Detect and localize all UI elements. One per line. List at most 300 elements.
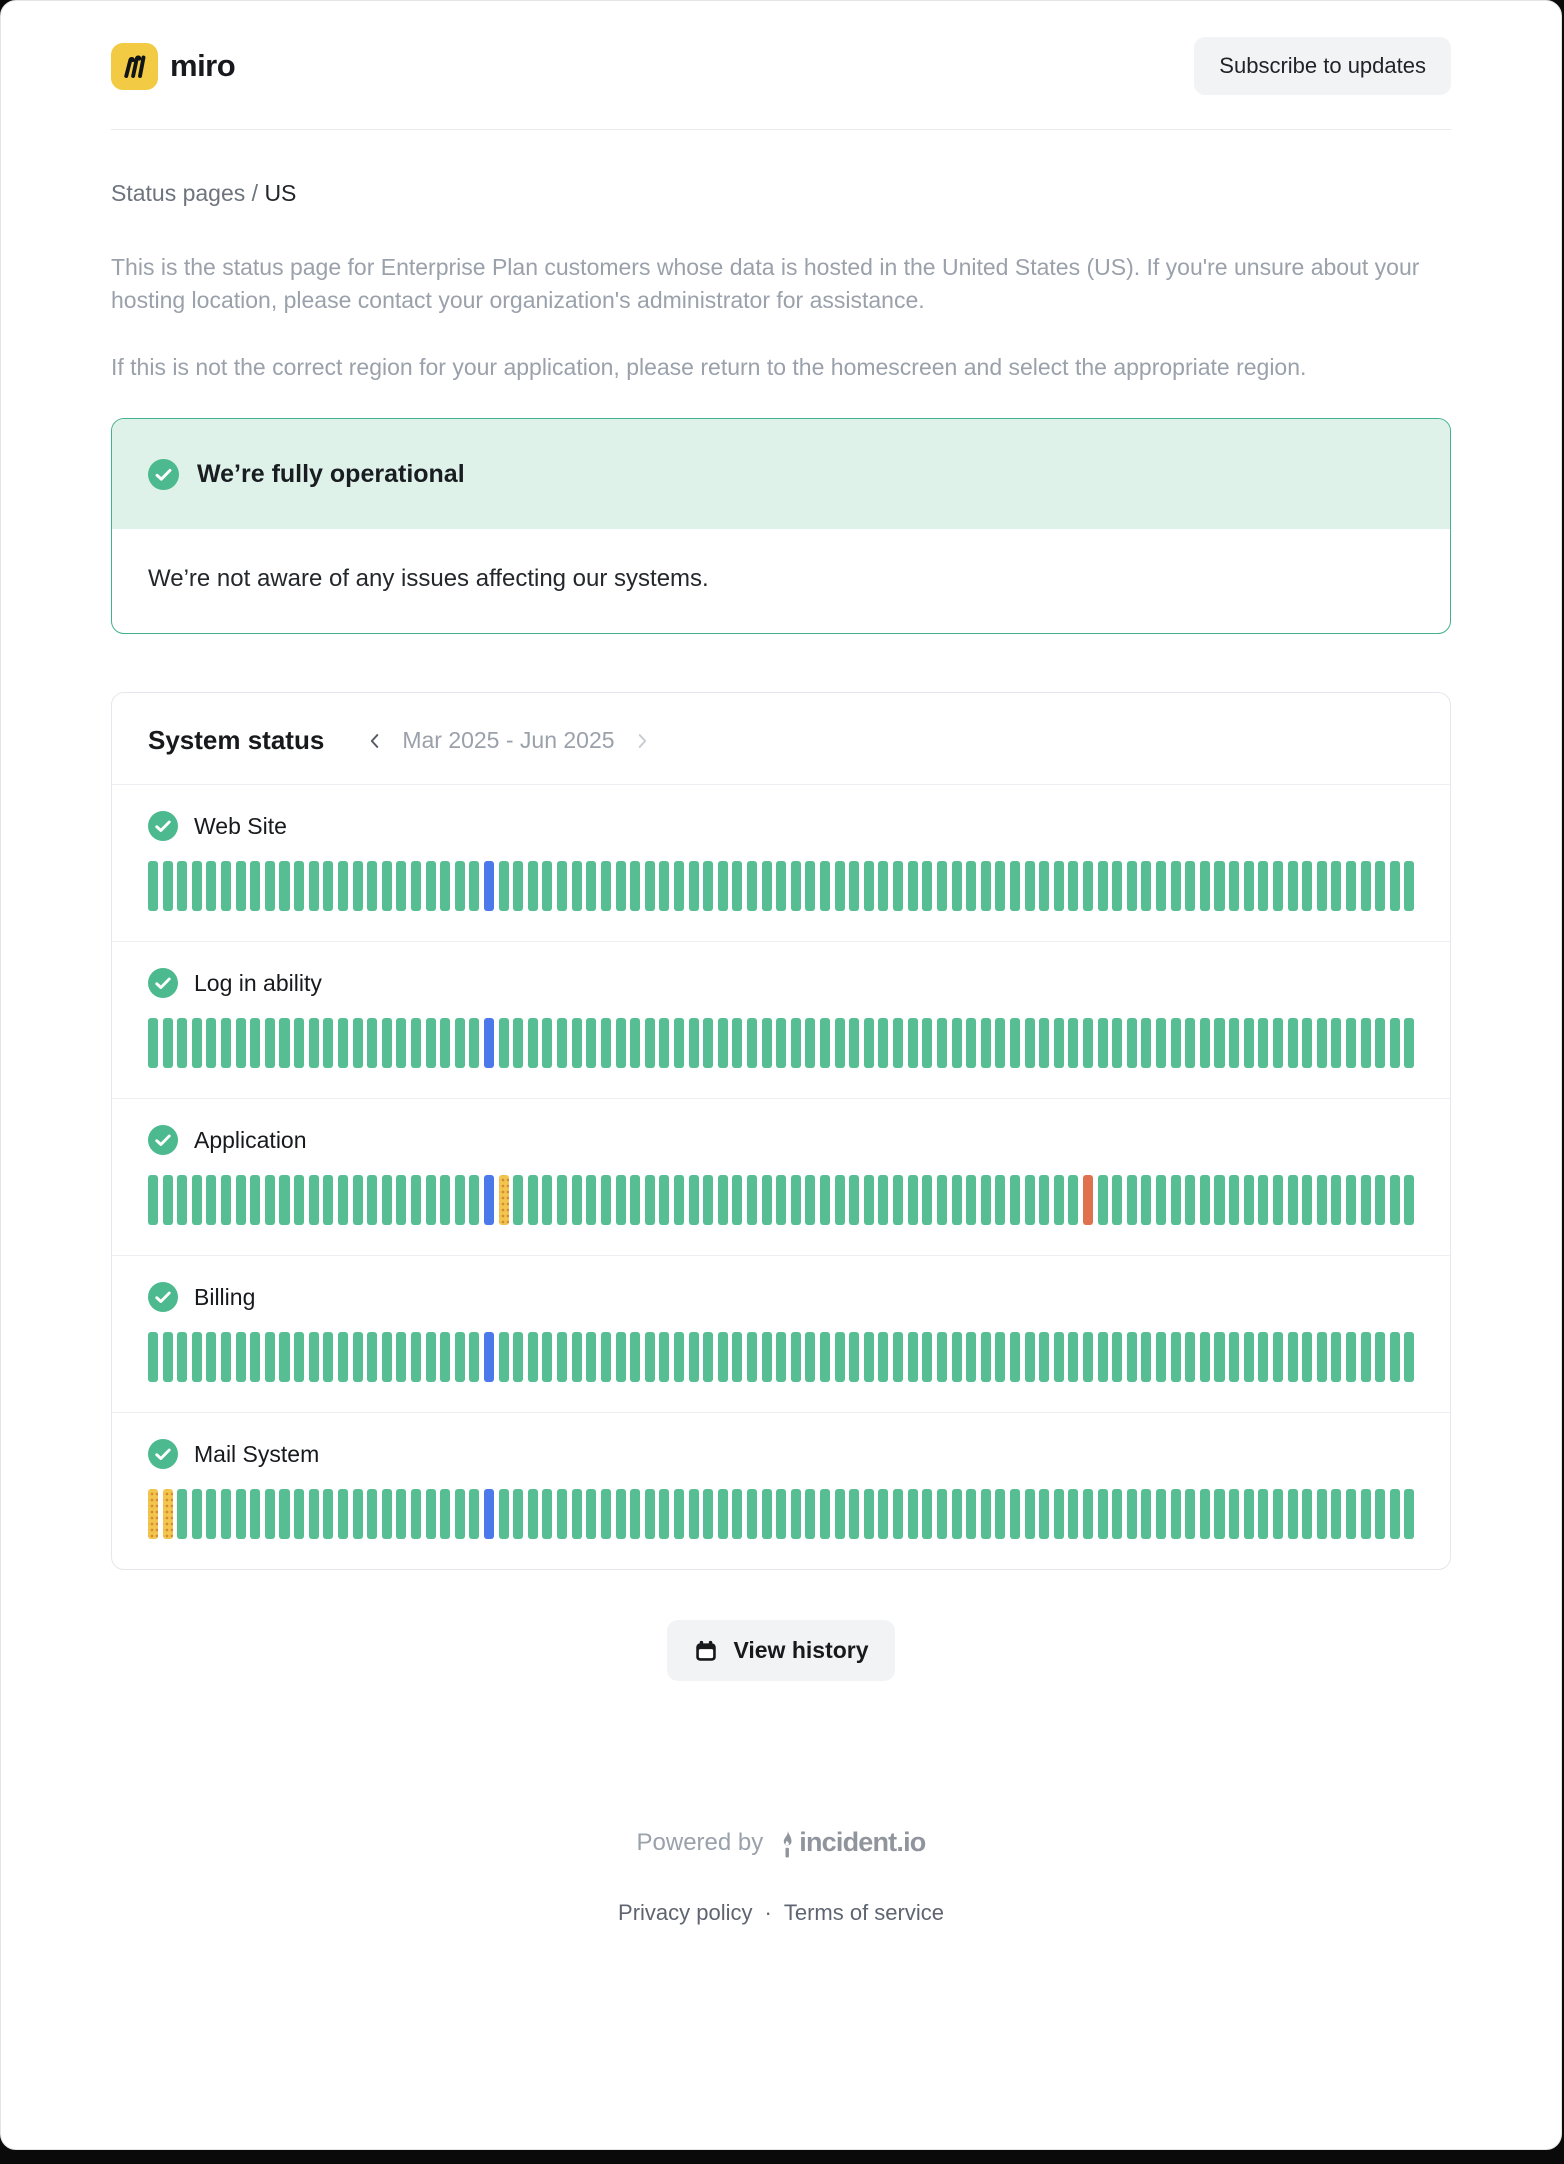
breadcrumb-section-link[interactable]: Status pages bbox=[111, 180, 246, 206]
status-bar-operational[interactable] bbox=[265, 1489, 275, 1539]
status-bar-operational[interactable] bbox=[1258, 861, 1268, 911]
status-bar-operational[interactable] bbox=[1185, 861, 1195, 911]
status-bar-operational[interactable] bbox=[323, 1175, 333, 1225]
status-bar-operational[interactable] bbox=[265, 1332, 275, 1382]
status-bar-operational[interactable] bbox=[586, 1018, 596, 1068]
status-bar-operational[interactable] bbox=[1068, 1175, 1078, 1225]
status-bar-operational[interactable] bbox=[323, 1489, 333, 1539]
status-bar-operational[interactable] bbox=[1288, 1175, 1298, 1225]
status-bar-operational[interactable] bbox=[1083, 1018, 1093, 1068]
status-bar-operational[interactable] bbox=[440, 861, 450, 911]
status-bar-operational[interactable] bbox=[1346, 861, 1356, 911]
status-bar-operational[interactable] bbox=[849, 1332, 859, 1382]
status-bar-operational[interactable] bbox=[732, 1489, 742, 1539]
status-bar-operational[interactable] bbox=[440, 1175, 450, 1225]
status-bar-operational[interactable] bbox=[1127, 861, 1137, 911]
status-bar-operational[interactable] bbox=[294, 1332, 304, 1382]
status-bar-operational[interactable] bbox=[206, 1018, 216, 1068]
status-bar-operational[interactable] bbox=[1273, 1175, 1283, 1225]
status-bar-operational[interactable] bbox=[630, 1489, 640, 1539]
status-bar-operational[interactable] bbox=[440, 1332, 450, 1382]
status-bar-operational[interactable] bbox=[1127, 1018, 1137, 1068]
status-bar-operational[interactable] bbox=[805, 861, 815, 911]
status-bar-maintenance[interactable] bbox=[484, 1018, 494, 1068]
status-bar-operational[interactable] bbox=[426, 861, 436, 911]
status-bar-operational[interactable] bbox=[236, 1489, 246, 1539]
status-bar-operational[interactable] bbox=[835, 1018, 845, 1068]
status-bar-operational[interactable] bbox=[294, 1489, 304, 1539]
status-bar-operational[interactable] bbox=[163, 1175, 173, 1225]
status-bar-operational[interactable] bbox=[601, 1332, 611, 1382]
status-bar-operational[interactable] bbox=[893, 1175, 903, 1225]
next-period-button[interactable] bbox=[627, 726, 657, 756]
status-bar-operational[interactable] bbox=[353, 1018, 363, 1068]
status-bar-operational[interactable] bbox=[177, 1489, 187, 1539]
status-bar-operational[interactable] bbox=[1214, 1018, 1224, 1068]
status-bar-operational[interactable] bbox=[981, 1332, 991, 1382]
status-bar-operational[interactable] bbox=[572, 861, 582, 911]
status-bar-operational[interactable] bbox=[1156, 1175, 1166, 1225]
status-bar-operational[interactable] bbox=[1185, 1018, 1195, 1068]
status-bar-operational[interactable] bbox=[1229, 1332, 1239, 1382]
status-bar-operational[interactable] bbox=[1025, 1332, 1035, 1382]
status-bar-operational[interactable] bbox=[995, 1332, 1005, 1382]
status-bar-operational[interactable] bbox=[1317, 1175, 1327, 1225]
status-bar-operational[interactable] bbox=[1171, 1175, 1181, 1225]
status-bar-operational[interactable] bbox=[893, 1489, 903, 1539]
status-bar-operational[interactable] bbox=[469, 861, 479, 911]
status-bar-operational[interactable] bbox=[659, 1018, 669, 1068]
status-bar-operational[interactable] bbox=[1317, 861, 1327, 911]
status-bar-operational[interactable] bbox=[1141, 861, 1151, 911]
status-bar-operational[interactable] bbox=[1331, 1175, 1341, 1225]
status-bar-operational[interactable] bbox=[1112, 1489, 1122, 1539]
status-bar-operational[interactable] bbox=[659, 1332, 669, 1382]
status-bar-operational[interactable] bbox=[426, 1018, 436, 1068]
status-bar-operational[interactable] bbox=[1302, 1489, 1312, 1539]
status-bar-operational[interactable] bbox=[922, 1175, 932, 1225]
status-bar-operational[interactable] bbox=[557, 861, 567, 911]
status-bar-operational[interactable] bbox=[1390, 1175, 1400, 1225]
status-bar-operational[interactable] bbox=[864, 1332, 874, 1382]
status-bar-operational[interactable] bbox=[1331, 861, 1341, 911]
status-bar-operational[interactable] bbox=[1375, 1332, 1385, 1382]
status-bar-operational[interactable] bbox=[192, 1332, 202, 1382]
status-bar-operational[interactable] bbox=[499, 1018, 509, 1068]
status-bar-operational[interactable] bbox=[1068, 1018, 1078, 1068]
status-bar-operational[interactable] bbox=[1171, 861, 1181, 911]
status-bar-operational[interactable] bbox=[499, 1332, 509, 1382]
status-bar-operational[interactable] bbox=[630, 1175, 640, 1225]
status-bar-operational[interactable] bbox=[835, 861, 845, 911]
status-bar-operational[interactable] bbox=[411, 1489, 421, 1539]
status-bar-operational[interactable] bbox=[1244, 1018, 1254, 1068]
status-bar-operational[interactable] bbox=[338, 1018, 348, 1068]
status-bar-operational[interactable] bbox=[382, 1489, 392, 1539]
status-bar-operational[interactable] bbox=[1171, 1489, 1181, 1539]
status-bar-operational[interactable] bbox=[1083, 1332, 1093, 1382]
status-bar-operational[interactable] bbox=[878, 1175, 888, 1225]
status-bar-operational[interactable] bbox=[206, 1175, 216, 1225]
status-bar-operational[interactable] bbox=[1054, 1489, 1064, 1539]
status-bar-operational[interactable] bbox=[177, 861, 187, 911]
status-bar-operational[interactable] bbox=[1331, 1489, 1341, 1539]
status-bar-operational[interactable] bbox=[469, 1489, 479, 1539]
status-bar-operational[interactable] bbox=[718, 1018, 728, 1068]
status-bar-operational[interactable] bbox=[922, 1489, 932, 1539]
status-bar-operational[interactable] bbox=[937, 1489, 947, 1539]
status-bar-operational[interactable] bbox=[1361, 1489, 1371, 1539]
status-bar-operational[interactable] bbox=[469, 1018, 479, 1068]
status-bar-operational[interactable] bbox=[908, 1018, 918, 1068]
status-bar-operational[interactable] bbox=[674, 1175, 684, 1225]
status-bar-operational[interactable] bbox=[762, 1175, 772, 1225]
status-bar-operational[interactable] bbox=[1039, 1175, 1049, 1225]
status-bar-operational[interactable] bbox=[791, 1175, 801, 1225]
status-bar-operational[interactable] bbox=[835, 1332, 845, 1382]
status-bar-operational[interactable] bbox=[1361, 861, 1371, 911]
status-bar-operational[interactable] bbox=[1404, 861, 1414, 911]
status-bar-operational[interactable] bbox=[455, 1175, 465, 1225]
incident-io-logo[interactable] bbox=[777, 1827, 925, 1858]
status-bar-operational[interactable] bbox=[1127, 1175, 1137, 1225]
status-bar-operational[interactable] bbox=[426, 1489, 436, 1539]
status-bar-operational[interactable] bbox=[791, 1018, 801, 1068]
status-bar-operational[interactable] bbox=[1229, 1018, 1239, 1068]
status-bar-operational[interactable] bbox=[1039, 1489, 1049, 1539]
status-bar-operational[interactable] bbox=[1317, 1489, 1327, 1539]
status-bar-operational[interactable] bbox=[732, 1018, 742, 1068]
status-bar-operational[interactable] bbox=[791, 861, 801, 911]
status-bar-operational[interactable] bbox=[1112, 1018, 1122, 1068]
status-bar-operational[interactable] bbox=[1244, 1332, 1254, 1382]
status-bar-operational[interactable] bbox=[674, 861, 684, 911]
status-bar-operational[interactable] bbox=[689, 1489, 699, 1539]
status-bar-operational[interactable] bbox=[630, 1332, 640, 1382]
view-history-button[interactable] bbox=[667, 1620, 894, 1681]
status-bar-operational[interactable] bbox=[279, 1175, 289, 1225]
status-bar-operational[interactable] bbox=[1127, 1332, 1137, 1382]
status-bar-operational[interactable] bbox=[294, 1175, 304, 1225]
status-bar-operational[interactable] bbox=[1200, 861, 1210, 911]
status-bar-operational[interactable] bbox=[995, 1489, 1005, 1539]
status-bar-operational[interactable] bbox=[1200, 1332, 1210, 1382]
status-bar-operational[interactable] bbox=[805, 1489, 815, 1539]
status-bar-operational[interactable] bbox=[250, 861, 260, 911]
status-bar-operational[interactable] bbox=[513, 1332, 523, 1382]
status-bar-operational[interactable] bbox=[820, 1175, 830, 1225]
status-bar-operational[interactable] bbox=[367, 1489, 377, 1539]
status-bar-operational[interactable] bbox=[1039, 1018, 1049, 1068]
status-bar-operational[interactable] bbox=[236, 1175, 246, 1225]
status-bar-operational[interactable] bbox=[1302, 1018, 1312, 1068]
status-bar-operational[interactable] bbox=[279, 1018, 289, 1068]
status-bar-operational[interactable] bbox=[338, 1332, 348, 1382]
status-bar-operational[interactable] bbox=[411, 861, 421, 911]
status-bar-operational[interactable] bbox=[513, 861, 523, 911]
status-bar-operational[interactable] bbox=[192, 1175, 202, 1225]
status-bar-operational[interactable] bbox=[309, 1018, 319, 1068]
status-bar-operational[interactable] bbox=[659, 1489, 669, 1539]
status-bar-operational[interactable] bbox=[922, 861, 932, 911]
status-bar-operational[interactable] bbox=[1244, 1175, 1254, 1225]
status-bar-operational[interactable] bbox=[499, 861, 509, 911]
status-bar-operational[interactable] bbox=[1112, 1175, 1122, 1225]
status-bar-operational[interactable] bbox=[338, 1175, 348, 1225]
status-bar-operational[interactable] bbox=[367, 861, 377, 911]
status-bar-operational[interactable] bbox=[177, 1018, 187, 1068]
status-bar-operational[interactable] bbox=[163, 861, 173, 911]
status-bar-operational[interactable] bbox=[250, 1332, 260, 1382]
status-bar-operational[interactable] bbox=[937, 1018, 947, 1068]
status-bar-operational[interactable] bbox=[557, 1489, 567, 1539]
status-bar-operational[interactable] bbox=[601, 1018, 611, 1068]
status-bar-operational[interactable] bbox=[1361, 1175, 1371, 1225]
status-bar-operational[interactable] bbox=[353, 861, 363, 911]
status-bar-operational[interactable] bbox=[1273, 1489, 1283, 1539]
status-bar-operational[interactable] bbox=[820, 861, 830, 911]
status-bar-operational[interactable] bbox=[762, 1332, 772, 1382]
status-bar-operational[interactable] bbox=[396, 1018, 406, 1068]
status-bar-operational[interactable] bbox=[791, 1332, 801, 1382]
status-bar-operational[interactable] bbox=[309, 1175, 319, 1225]
status-bar-operational[interactable] bbox=[323, 1332, 333, 1382]
status-bar-operational[interactable] bbox=[148, 861, 158, 911]
status-bar-operational[interactable] bbox=[1244, 1489, 1254, 1539]
status-bar-operational[interactable] bbox=[294, 861, 304, 911]
status-bar-operational[interactable] bbox=[1375, 1175, 1385, 1225]
status-bar-operational[interactable] bbox=[221, 1018, 231, 1068]
status-bar-operational[interactable] bbox=[1288, 861, 1298, 911]
status-bar-operational[interactable] bbox=[1083, 861, 1093, 911]
status-bar-operational[interactable] bbox=[1185, 1332, 1195, 1382]
status-bar-operational[interactable] bbox=[1054, 1018, 1064, 1068]
status-bar-operational[interactable] bbox=[1010, 1332, 1020, 1382]
status-bar-operational[interactable] bbox=[572, 1489, 582, 1539]
status-bar-operational[interactable] bbox=[1156, 1489, 1166, 1539]
status-bar-operational[interactable] bbox=[674, 1018, 684, 1068]
status-bar-operational[interactable] bbox=[1214, 1489, 1224, 1539]
status-bar-operational[interactable] bbox=[1068, 861, 1078, 911]
status-bar-operational[interactable] bbox=[703, 1332, 713, 1382]
status-bar-operational[interactable] bbox=[645, 1175, 655, 1225]
status-bar-operational[interactable] bbox=[206, 861, 216, 911]
status-bar-operational[interactable] bbox=[323, 861, 333, 911]
status-bar-operational[interactable] bbox=[937, 1175, 947, 1225]
status-bar-operational[interactable] bbox=[762, 1018, 772, 1068]
status-bar-operational[interactable] bbox=[952, 1018, 962, 1068]
status-bar-operational[interactable] bbox=[835, 1489, 845, 1539]
status-bar-operational[interactable] bbox=[995, 861, 1005, 911]
status-bar-operational[interactable] bbox=[908, 861, 918, 911]
status-bar-operational[interactable] bbox=[1171, 1332, 1181, 1382]
status-bar-operational[interactable] bbox=[411, 1332, 421, 1382]
status-bar-operational[interactable] bbox=[689, 1018, 699, 1068]
status-bar-operational[interactable] bbox=[981, 861, 991, 911]
status-bar-operational[interactable] bbox=[732, 861, 742, 911]
status-bar-operational[interactable] bbox=[1346, 1332, 1356, 1382]
status-bar-operational[interactable] bbox=[250, 1018, 260, 1068]
status-bar-operational[interactable] bbox=[908, 1332, 918, 1382]
status-bar-operational[interactable] bbox=[689, 861, 699, 911]
status-bar-operational[interactable] bbox=[893, 1018, 903, 1068]
status-bar-operational[interactable] bbox=[542, 1332, 552, 1382]
status-bar-operational[interactable] bbox=[1214, 1332, 1224, 1382]
status-bar-operational[interactable] bbox=[1375, 1018, 1385, 1068]
status-bar-operational[interactable] bbox=[1229, 861, 1239, 911]
status-bar-operational[interactable] bbox=[353, 1332, 363, 1382]
status-bar-operational[interactable] bbox=[747, 1175, 757, 1225]
status-bar-operational[interactable] bbox=[513, 1018, 523, 1068]
status-bar-operational[interactable] bbox=[279, 861, 289, 911]
status-bar-operational[interactable] bbox=[849, 861, 859, 911]
status-bar-operational[interactable] bbox=[776, 1332, 786, 1382]
status-bar-operational[interactable] bbox=[1258, 1175, 1268, 1225]
status-bar-operational[interactable] bbox=[440, 1018, 450, 1068]
status-bar-operational[interactable] bbox=[411, 1175, 421, 1225]
status-bar-operational[interactable] bbox=[221, 861, 231, 911]
status-bar-operational[interactable] bbox=[1068, 1332, 1078, 1382]
status-bar-operational[interactable] bbox=[995, 1175, 1005, 1225]
status-bar-operational[interactable] bbox=[1258, 1018, 1268, 1068]
status-bar-operational[interactable] bbox=[192, 1018, 202, 1068]
status-bar-operational[interactable] bbox=[1141, 1489, 1151, 1539]
status-bar-operational[interactable] bbox=[426, 1175, 436, 1225]
status-bar-operational[interactable] bbox=[776, 1018, 786, 1068]
status-bar-operational[interactable] bbox=[805, 1018, 815, 1068]
status-bar-operational[interactable] bbox=[250, 1175, 260, 1225]
status-bar-operational[interactable] bbox=[192, 1489, 202, 1539]
status-bar-operational[interactable] bbox=[1112, 1332, 1122, 1382]
status-bar-operational[interactable] bbox=[542, 1175, 552, 1225]
status-bar-operational[interactable] bbox=[966, 1175, 976, 1225]
status-bar-operational[interactable] bbox=[747, 1332, 757, 1382]
status-bar-operational[interactable] bbox=[1098, 861, 1108, 911]
status-bar-operational[interactable] bbox=[1025, 1489, 1035, 1539]
status-bar-operational[interactable] bbox=[1288, 1332, 1298, 1382]
status-bar-operational[interactable] bbox=[236, 861, 246, 911]
status-bar-operational[interactable] bbox=[236, 1018, 246, 1068]
status-bar-operational[interactable] bbox=[776, 1489, 786, 1539]
status-bar-operational[interactable] bbox=[966, 1018, 976, 1068]
status-bar-operational[interactable] bbox=[1141, 1332, 1151, 1382]
status-bar-operational[interactable] bbox=[1390, 861, 1400, 911]
status-bar-operational[interactable] bbox=[689, 1332, 699, 1382]
status-bar-operational[interactable] bbox=[616, 1175, 626, 1225]
status-bar-operational[interactable] bbox=[878, 1489, 888, 1539]
status-bar-operational[interactable] bbox=[586, 1332, 596, 1382]
status-bar-operational[interactable] bbox=[645, 1489, 655, 1539]
status-bar-operational[interactable] bbox=[557, 1175, 567, 1225]
status-bar-operational[interactable] bbox=[148, 1332, 158, 1382]
status-bar-operational[interactable] bbox=[1039, 1332, 1049, 1382]
status-bar-operational[interactable] bbox=[616, 1332, 626, 1382]
status-bar-operational[interactable] bbox=[878, 1018, 888, 1068]
status-bar-operational[interactable] bbox=[163, 1018, 173, 1068]
status-bar-operational[interactable] bbox=[309, 1332, 319, 1382]
status-bar-operational[interactable] bbox=[513, 1489, 523, 1539]
status-bar-operational[interactable] bbox=[1214, 861, 1224, 911]
status-bar-operational[interactable] bbox=[265, 861, 275, 911]
status-bar-operational[interactable] bbox=[396, 1175, 406, 1225]
status-bar-operational[interactable] bbox=[382, 1332, 392, 1382]
status-bar-degraded[interactable] bbox=[499, 1175, 509, 1225]
status-bar-operational[interactable] bbox=[791, 1489, 801, 1539]
status-bar-operational[interactable] bbox=[747, 1018, 757, 1068]
status-bar-operational[interactable] bbox=[674, 1489, 684, 1539]
status-bar-operational[interactable] bbox=[1214, 1175, 1224, 1225]
status-bar-operational[interactable] bbox=[1112, 861, 1122, 911]
status-bar-operational[interactable] bbox=[396, 861, 406, 911]
status-bar-operational[interactable] bbox=[353, 1175, 363, 1225]
status-bar-operational[interactable] bbox=[1010, 1175, 1020, 1225]
status-bar-operational[interactable] bbox=[616, 861, 626, 911]
status-bar-operational[interactable] bbox=[1317, 1018, 1327, 1068]
status-bar-operational[interactable] bbox=[1390, 1018, 1400, 1068]
status-bar-operational[interactable] bbox=[952, 1332, 962, 1382]
status-bar-operational[interactable] bbox=[455, 1332, 465, 1382]
status-bar-operational[interactable] bbox=[937, 1332, 947, 1382]
status-bar-operational[interactable] bbox=[1156, 1332, 1166, 1382]
status-bar-operational[interactable] bbox=[1302, 861, 1312, 911]
status-bar-operational[interactable] bbox=[805, 1332, 815, 1382]
status-bar-operational[interactable] bbox=[1404, 1489, 1414, 1539]
status-bar-operational[interactable] bbox=[718, 861, 728, 911]
status-bar-operational[interactable] bbox=[338, 861, 348, 911]
status-bar-operational[interactable] bbox=[148, 1175, 158, 1225]
miro-logo[interactable] bbox=[111, 43, 235, 90]
status-bar-operational[interactable] bbox=[1141, 1175, 1151, 1225]
status-bar-operational[interactable] bbox=[1375, 1489, 1385, 1539]
status-bar-operational[interactable] bbox=[528, 1332, 538, 1382]
status-bar-operational[interactable] bbox=[163, 1332, 173, 1382]
status-bar-operational[interactable] bbox=[148, 1018, 158, 1068]
status-bar-operational[interactable] bbox=[732, 1175, 742, 1225]
status-bar-maintenance[interactable] bbox=[484, 1332, 494, 1382]
status-bar-operational[interactable] bbox=[528, 1018, 538, 1068]
status-bar-operational[interactable] bbox=[455, 861, 465, 911]
status-bar-operational[interactable] bbox=[455, 1018, 465, 1068]
status-bar-operational[interactable] bbox=[718, 1175, 728, 1225]
status-bar-operational[interactable] bbox=[1390, 1332, 1400, 1382]
status-bar-operational[interactable] bbox=[1346, 1489, 1356, 1539]
status-bar-operational[interactable] bbox=[206, 1332, 216, 1382]
status-bar-operational[interactable] bbox=[309, 861, 319, 911]
status-bar-operational[interactable] bbox=[1098, 1332, 1108, 1382]
privacy-policy-link[interactable]: Privacy policy bbox=[618, 1900, 753, 1926]
status-bar-operational[interactable] bbox=[1054, 1175, 1064, 1225]
status-bar-operational[interactable] bbox=[557, 1018, 567, 1068]
status-bar-operational[interactable] bbox=[1229, 1175, 1239, 1225]
status-bar-operational[interactable] bbox=[601, 861, 611, 911]
status-bar-operational[interactable] bbox=[1346, 1018, 1356, 1068]
status-bar-operational[interactable] bbox=[367, 1175, 377, 1225]
status-bar-operational[interactable] bbox=[1010, 1489, 1020, 1539]
status-bar-operational[interactable] bbox=[878, 861, 888, 911]
status-bar-operational[interactable] bbox=[250, 1489, 260, 1539]
status-bar-operational[interactable] bbox=[864, 1018, 874, 1068]
status-bar-operational[interactable] bbox=[981, 1175, 991, 1225]
status-bar-operational[interactable] bbox=[367, 1018, 377, 1068]
status-bar-operational[interactable] bbox=[630, 1018, 640, 1068]
status-bar-operational[interactable] bbox=[893, 861, 903, 911]
status-bar-operational[interactable] bbox=[1083, 1489, 1093, 1539]
status-bar-operational[interactable] bbox=[528, 1489, 538, 1539]
status-bar-operational[interactable] bbox=[426, 1332, 436, 1382]
status-bar-maintenance[interactable] bbox=[484, 1175, 494, 1225]
status-bar-operational[interactable] bbox=[981, 1489, 991, 1539]
status-bar-operational[interactable] bbox=[747, 1489, 757, 1539]
